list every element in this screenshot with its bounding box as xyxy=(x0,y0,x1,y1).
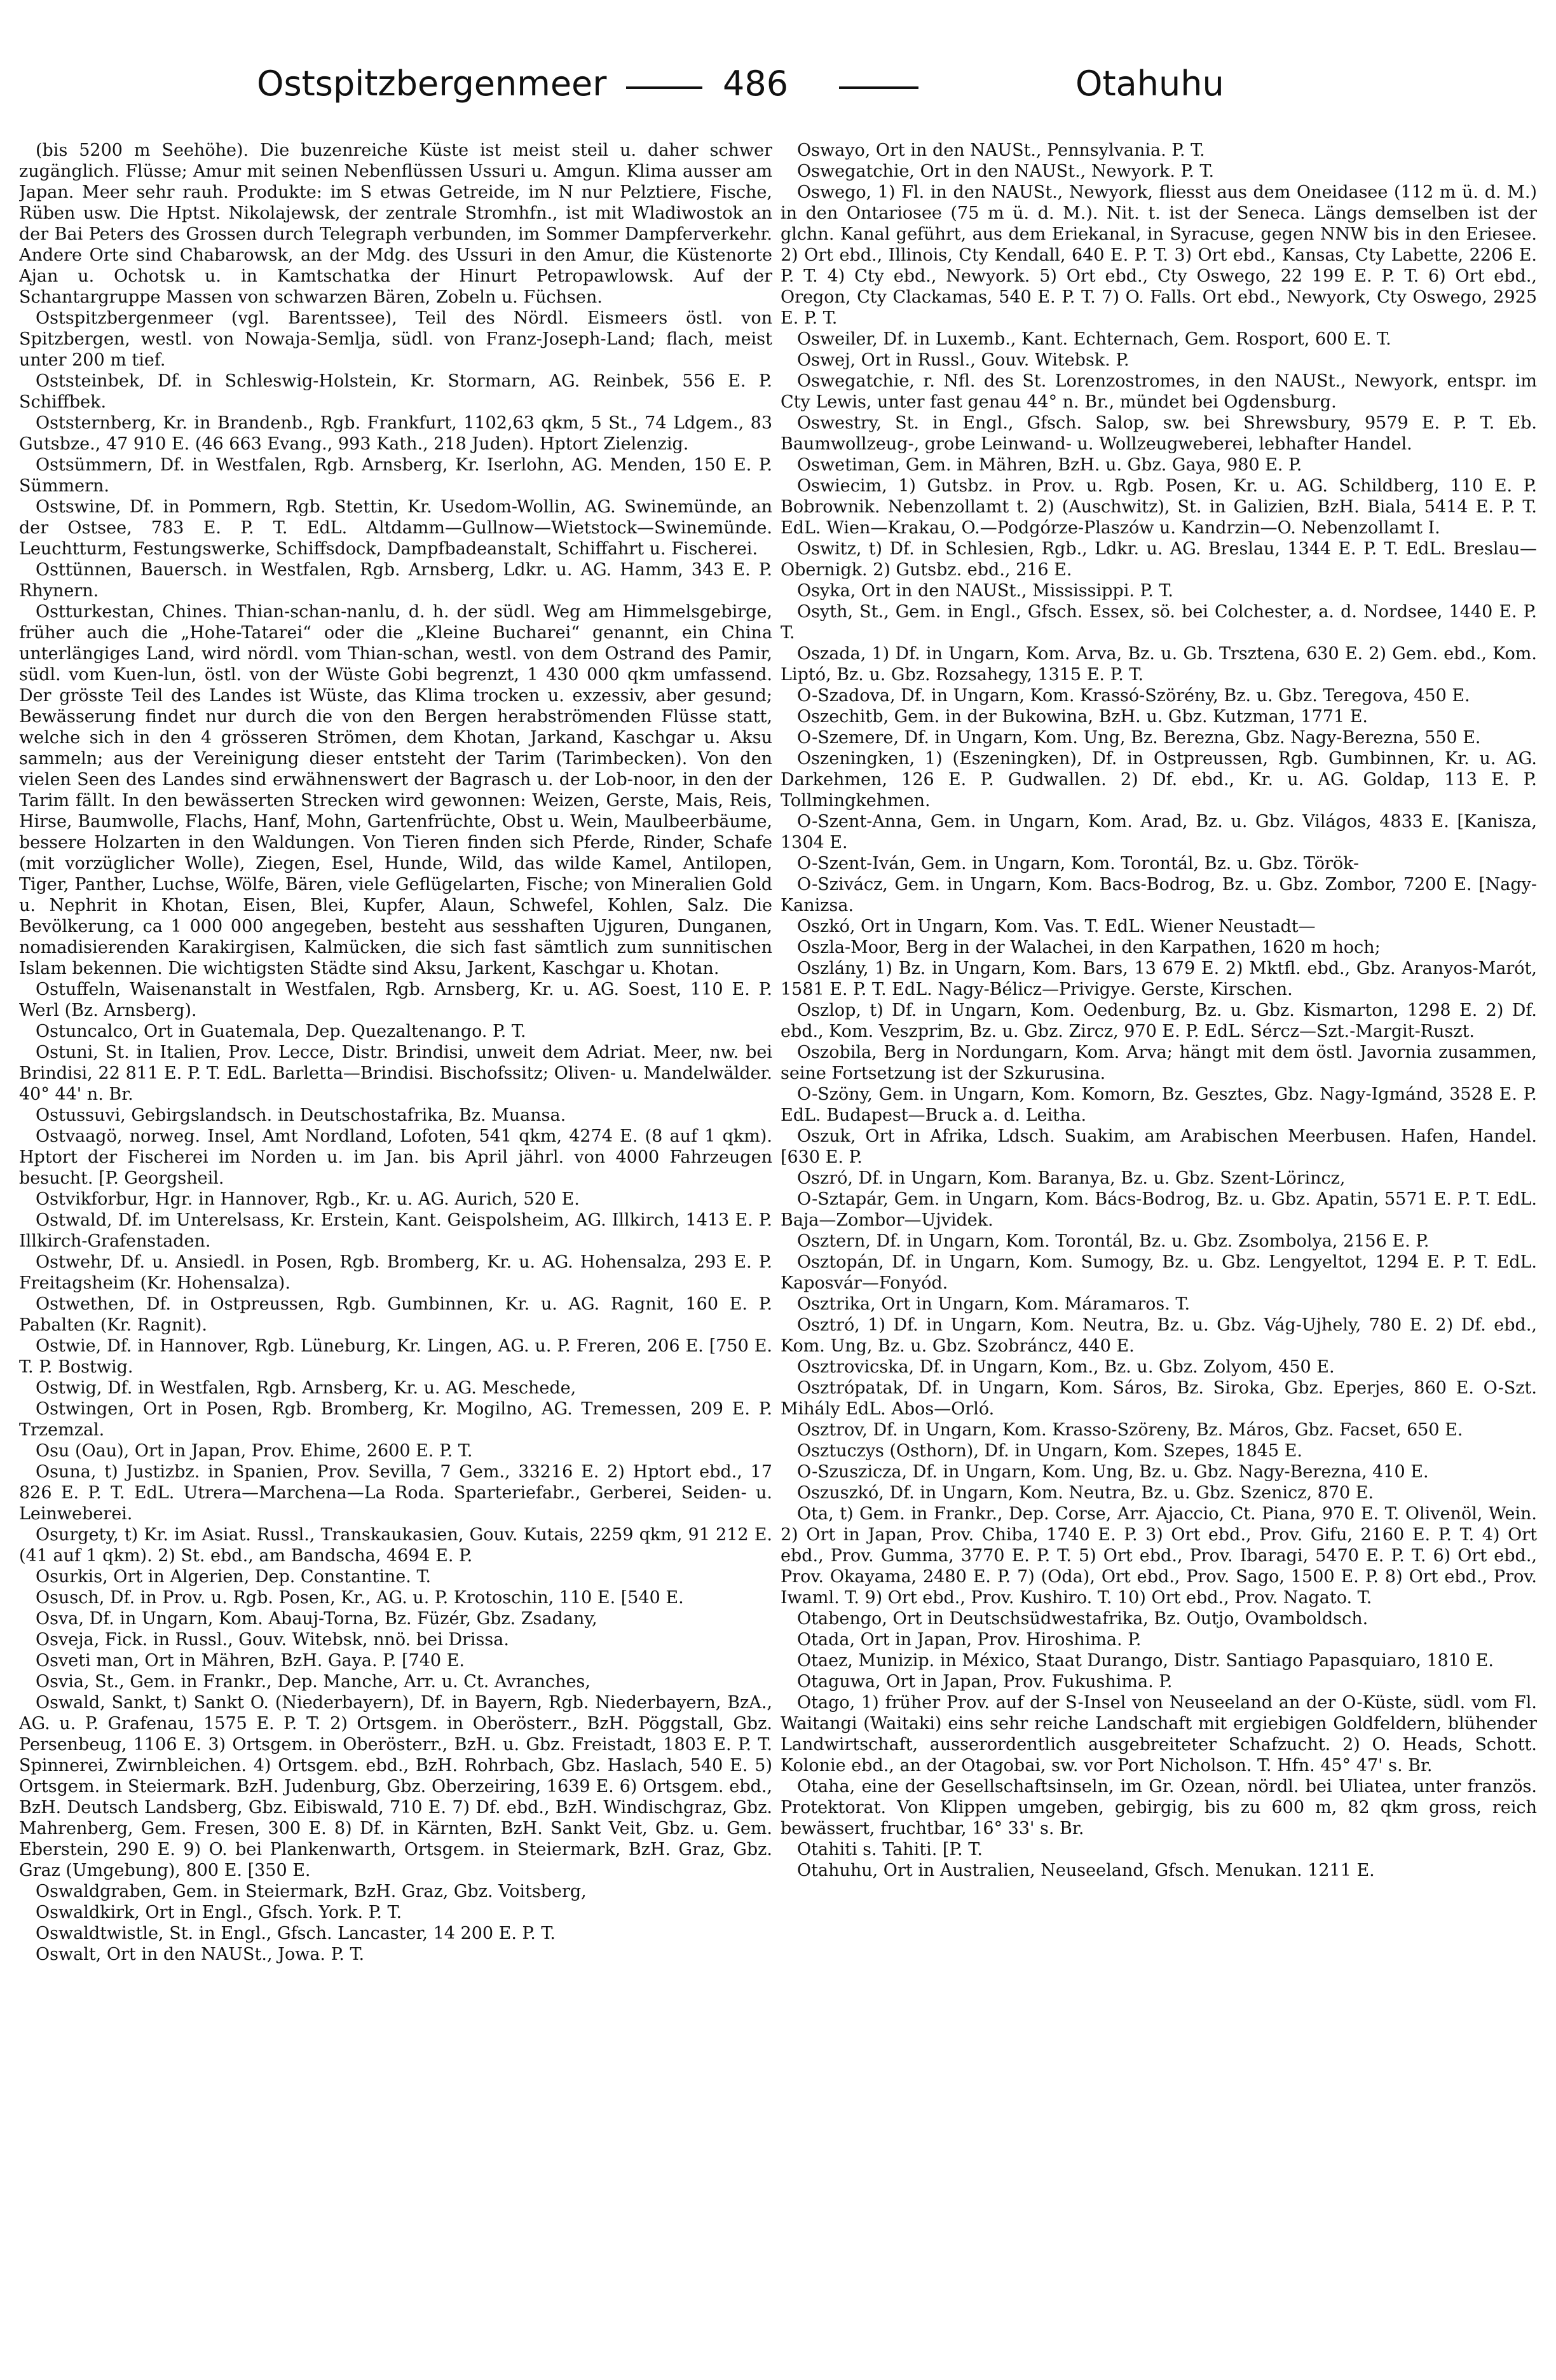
dictionary-entry: Oszlop, t) Df. in Ungarn, Kom. Oedenburg, Bz. u. Gbz. Kismarton, 1298 E. 2) Df. ebd., Kom. Veszprim, Bz. u. Gbz. Zircz, 970 E. P. EdL. Sércz—Szt.-Margit-Ruszt. xyxy=(781,1001,1537,1041)
dictionary-entry: Osveti man, Ort in Mähren, BzH. Gaya. P. [740 E. xyxy=(36,1651,465,1671)
dictionary-entry: Oswald, Sankt, t) Sankt O. (Niederbayern), Df. in Bayern, Rgb. Niederbayern, BzA., AG. u. P. Grafenau, 1575 E. P. T. 2) Ortsgem. in Oberösterr., BzH. Pöggstall, Gbz. Persenbeug, 1106 E. 3) Ortsgem. in Oberösterr., BzH. u. Gbz. Freistadt, 1803 E. P. T. Spinnerei, Zwirnbleichen. 4) Ortsgem. ebd., BzH. Rohrbach, Gbz. Haslach, 540 E. 5) Ortsgem. in Steiermark. BzH. Judenburg, Gbz. Oberzeiring, 1639 E. 6) Ortsgem. ebd., BzH. Deutsch Landsberg, Gbz. Eibiswald, 710 E. 7) Df. ebd., BzH. Windischgraz, Gbz. Mahrenberg, Gem. Fresen, 300 E. 8) Df. in Kärnten, BzH. Sankt Veit, Gbz. u. Gem. Eberstein, 290 E. 9) O. bei Plankenwarth, Ortsgem. in Steiermark, BzH. Graz, Gbz. Graz (Umgebung), 800 E. [350 E. xyxy=(19,1693,772,1880)
dictionary-entry: Otabengo, Ort in Deutschsüdwestafrika, Bz. Outjo, Ovamboldsch. xyxy=(797,1609,1368,1629)
dictionary-entry: Otago, 1) früher Prov. auf der S-Insel von Neuseeland an der O-Küste, südl. vom Fl. Waitangi (Waitaki) eins sehr reiche Landschaft mit ergiebigen Goldfeldern, blühender Landwirtschaft, ausserordentlich ausgebreiteter Schafzucht. 2) O. Heads, Schott. Kolonie ebd., an der Otagobai, sw. vor Port Nicholson. T. Hfn. 45° 47' s. Br. xyxy=(781,1693,1537,1775)
dictionary-entry: Osvia, St., Gem. in Frankr., Dep. Manche, Arr. u. Ct. Avranches, xyxy=(36,1672,590,1692)
dictionary-entry: Ostwald, Df. im Unterelsass, Kr. Erstein, Kant. Geispolsheim, AG. Illkirch, 1413 E. P. Illkirch-Grafenstaden. xyxy=(19,1210,772,1251)
dictionary-entry: Ostsümmern, Df. in Westfalen, Rgb. Arnsberg, Kr. Iserlohn, AG. Menden, 150 E. P. Sümmern. xyxy=(19,455,772,496)
left-running-title: Ostspitzbergenmeer xyxy=(257,64,607,104)
dictionary-entry: Oswaldtwistle, St. in Engl., Gfsch. Lancaster, 14 200 E. P. T. xyxy=(36,1924,556,1943)
dictionary-entry: Oswej, Ort in Russl., Gouv. Witebsk. P. xyxy=(797,350,1129,370)
dictionary-entry: Otaez, Munizip. in México, Staat Durango, Distr. Santiago Papasquiaro, 1810 E. xyxy=(797,1651,1494,1671)
dictionary-entry: Oszlány, 1) Bz. in Ungarn, Kom. Bars, 13 679 E. 2) Mktfl. ebd., Gbz. Aranyos-Marót, 1581 E. P. T. EdL. Nagy-Bélicz—Privigye. Gerste, Kirschen. xyxy=(781,959,1537,999)
dictionary-entry: Oszobila, Berg in Nordungarn, Kom. Arva; hängt mit dem östl. Javornia zusammen, seine Fortsetzung ist der Szkurusina. xyxy=(781,1043,1537,1083)
dictionary-entry: O-Szent-Anna, Gem. in Ungarn, Kom. Arad, Bz. u. Gbz. Világos, 4833 E. [Kanisza, 1304 E. xyxy=(781,812,1537,852)
dictionary-entry: Ostwingen, Ort in Posen, Rgb. Bromberg, Kr. Mogilno, AG. Tremessen, 209 E. P. Trzemzal. xyxy=(19,1399,772,1440)
dictionary-entry: Osztrovicska, Df. in Ungarn, Kom., Bz. u. Gbz. Zolyom, 450 E. xyxy=(797,1357,1335,1377)
dictionary-entry: Ostuffeln, Waisenanstalt in Westfalen, Rgb. Arnsberg, Kr. u. AG. Soest, 110 E. P. Werl (Bz. Arnsberg). xyxy=(19,980,772,1020)
dictionary-entry: Oswego, 1) Fl. in den NAUSt., Newyork, fliesst aus dem Oneidasee (112 m ü. d. M.) in den Ontariosee (75 m ü. d. M.). Nit. t. ist der Seneca. Längs demselben ist der glchn. Kanal geführt, aus dem Eriekanal, in Syracuse, gegen NNW bis in den Eriesee. 2) Ort ebd., Illinois, Cty Kendall, 640 E. P. T. 3) Ort ebd., Kansas, Cty Labette, 2206 E. P. T. 4) Cty ebd., Newyork. 5) Ort ebd., Cty Oswego, 22 199 E. P. T. 6) Ort ebd., Oregon, Cty Clackamas, 540 E. P. T. 7) O. Falls. Ort ebd., Newyork, Cty Oswego, 2925 E. P. T. xyxy=(781,182,1537,328)
dictionary-entry: Osusch, Df. in Prov. u. Rgb. Posen, Kr., AG. u. P. Krotoschin, 110 E. [540 E. xyxy=(36,1588,684,1608)
dictionary-entry: Oswegatchie, Ort in den NAUSt., Newyork. P. T. xyxy=(797,161,1215,181)
dictionary-entry: Ostvikforbur, Hgr. in Hannover, Rgb., Kr. u. AG. Aurich, 520 E. xyxy=(36,1189,580,1209)
dictionary-entry: Osweiler, Df. in Luxemb., Kant. Echternach, Gem. Rosport, 600 E. T. xyxy=(797,329,1391,349)
dictionary-entry: Oszuszkó, Df. in Ungarn, Kom. Neutra, Bz. u. Gbz. Szenicz, 870 E. xyxy=(797,1483,1374,1503)
dictionary-entry: Oswetiman, Gem. in Mähren, BzH. u. Gbz. Gaya, 980 E. P. xyxy=(797,455,1302,475)
dictionary-entry: Ostspitzbergenmeer (vgl. Barentssee), Teil des Nördl. Eismeers östl. von Spitzbergen, westl. von Nowaja-Semlja, südl. von Franz-Joseph-Land; flach, meist unter 200 m tief. xyxy=(19,308,772,370)
dictionary-entry: O-Szuszicza, Df. in Ungarn, Kom. Ung, Bz. u. Gbz. Nagy-Berezna, 410 E. xyxy=(797,1462,1429,1482)
dictionary-entry: Oszuk, Ort in Afrika, Ldsch. Suakim, am Arabischen Meerbusen. Hafen, Handel. [630 E. P. xyxy=(781,1126,1537,1167)
dictionary-entry: Ostvaagö, norweg. Insel, Amt Nordland, Lofoten, 541 qkm, 4274 E. (8 auf 1 qkm). Hptort der Fischerei im Norden u. im Jan. bis April jährl. von 4000 Fahrzeugen besucht. [P. Georgsheil. xyxy=(19,1126,772,1188)
dictionary-entry: Oswaldkirk, Ort in Engl., Gfsch. York. P. T. xyxy=(36,1903,402,1922)
dictionary-entry: Oszechitb, Gem. in der Bukowina, BzH. u. Gbz. Kutzman, 1771 E. xyxy=(797,707,1368,727)
dictionary-entry: Otahiti s. Tahiti. [P. T. xyxy=(797,1840,983,1859)
dictionary-entry: Otaha, eine der Gesellschaftsinseln, im Gr. Ozean, nördl. bei Uliatea, unter französ. Protektorat. Von Klippen umgeben, gebirgig, bis zu 600 m, 82 qkm gross, reich bewässert, fruchtbar, 16° 33' s. Br. xyxy=(781,1777,1537,1838)
right-running-title: Otahuhu xyxy=(1075,64,1224,104)
dictionary-entry: Osztró, 1) Df. in Ungarn, Kom. Neutra, Bz. u. Gbz. Vág-Ujhely, 780 E. 2) Df. ebd., Kom. Ung, Bz. u. Gbz. Szobráncz, 440 E. xyxy=(781,1315,1537,1356)
dictionary-entry: Oszada, 1) Df. in Ungarn, Kom. Arva, Bz. u. Gb. Trsztena, 630 E. 2) Gem. ebd., Kom. Liptó, Bz. u. Gbz. Rozsahegy, 1315 E. P. T. xyxy=(781,644,1537,685)
header-rule-left xyxy=(626,86,702,89)
dictionary-entry: Ostuni, St. in Italien, Prov. Lecce, Distr. Brindisi, unweit dem Adriat. Meer, nw. bei Brindisi, 22 811 E. P. T. EdL. Barletta—Brindisi. Bischofssitz; Oliven- u. Mandelwälder. 40° 44' n. Br. xyxy=(19,1043,772,1104)
dictionary-entry: Ostturkestan, Chines. Thian-schan-nanlu, d. h. der südl. Weg am Himmelsgebirge, früher auch die „Hohe-Tatarei“ oder die „Kleine Bucharei“ genannt, ein China unterlängiges Land, wird nördl. vom Thian-schan, westl. von dem Ostrand des Pamir, südl. vom Kuen-lun, östl. von der Wüste Gobi begrenzt, 1 430 000 qkm umfassend. Der grösste Teil des Landes ist Wüste, das Klima trocken u. exzessiv, aber gesund; Bewässerung findet nur durch die von den Bergen herabströmenden Flüsse statt, welche sich in den 4 grösseren Strömen, dem Khotan, Jarkand, Kaschgar u. Aksu sammeln; aus der Vereinigung dieser entsteht der Tarim (Tarimbecken). Von den vielen Seen des Landes sind erwähnenswert der Bagrasch u. der Lob-noor, in den der Tarim fällt. In den bewässerten Strecken wird gewonnen: Weizen, Gerste, Mais, Reis, Hirse, Baumwolle, Flachs, Hanf, Mohn, Gartenfrüchte, Obst u. Wein, Maulbeerbäume, bessere Holzarten in den Waldungen. Von Tieren finden sich Pferde, Rinder, Schafe (mit vorzüglicher Wolle), Ziegen, Esel, Hunde, Wild, das wilde Kamel, Antilopen, Tiger, Panther, Luchse, Wölfe, Bären, viele Geflügelarten, Fische; von Mineralien Gold u. Nephrit in Khotan, Eisen, Blei, Kupfer, Alaun, Schwefel, Kohlen, Salz. Die Bevölkerung, ca 1 000 000 angegeben, besteht aus sesshaften Ujguren, Dunganen, nomadisierenden Karakirgisen, Kalmücken, die sich fast sämtlich zum sunnitischen Islam bekennen. Die wichtigsten Städte sind Aksu, Jarkent, Kaschgar u. Khotan. xyxy=(19,602,772,978)
dictionary-entry: Ostwethen, Df. in Ostpreussen, Rgb. Gumbinnen, Kr. u. AG. Ragnit, 160 E. P. Pabalten (Kr. Ragnit). xyxy=(19,1294,772,1335)
dictionary-entry: Ota, t) Gem. in Frankr., Dep. Corse, Arr. Ajaccio, Ct. Piana, 970 E. T. Olivenöl, Wein. 2) Ort in Japan, Prov. Chiba, 1740 E. P. 3) Ort ebd., Prov. Gifu, 2160 E. P. T. 4) Ort ebd., Prov. Gumma, 3770 E. P. T. 5) Ort ebd., Prov. Ibaragi, 5470 E. P. T. 6) Ort ebd., Prov. Okayama, 2480 E. P. 7) (Oda), Ort ebd., Prov. Sago, 1500 E. P. 8) Ort ebd., Prov. Iwaml. T. 9) Ort ebd., Prov. Kushiro. T. 10) Ort ebd., Prov. Nagato. T. xyxy=(781,1504,1537,1608)
dictionary-entry: Ostussuvi, Gebirgslandsch. in Deutschostafrika, Bz. Muansa. xyxy=(36,1105,566,1125)
dictionary-entry: Oswalt, Ort in den NAUSt., Jowa. P. T. xyxy=(36,1945,365,1964)
dictionary-entry: Osuna, t) Justizbz. in Spanien, Prov. Sevilla, 7 Gem., 33216 E. 2) Hptort ebd., 17 826 E. P. T. EdL. Utrera—Marchena—La Roda. Sparteriefabr., Gerberei, Seiden- u. Leinweberei. xyxy=(19,1462,772,1524)
header-rule-right xyxy=(839,86,918,89)
dictionary-entry: Oswayo, Ort in den NAUSt., Pennsylvania. P. T. xyxy=(797,140,1205,160)
dictionary-entry: O-Sztapár, Gem. in Ungarn, Kom. Bács-Bodrog, Bz. u. Gbz. Apatin, 5571 E. P. T. EdL. Baja—Zombor—Ujvidek. xyxy=(781,1189,1537,1230)
dictionary-entry: Ostuncalco, Ort in Guatemala, Dep. Quezaltenango. P. T. xyxy=(36,1022,526,1041)
dictionary-entry: Osttünnen, Bauersch. in Westfalen, Rgb. Arnsberg, Ldkr. u. AG. Hamm, 343 E. P. Rhynern. xyxy=(19,560,772,601)
dictionary-entry: Otada, Ort in Japan, Prov. Hiroshima. P. xyxy=(797,1630,1142,1650)
dictionary-entry: O-Szent-Iván, Gem. in Ungarn, Kom. Torontál, Bz. u. Gbz. Török- xyxy=(797,854,1360,873)
dictionary-entry: Oswestry, St. in Engl., Gfsch. Salop, sw. bei Shrewsbury, 9579 E. P. T. Eb. Baumwollzeug-, grobe Leinwand- u. Wollzeugweberei, lebhafter Handel. xyxy=(781,413,1537,454)
dictionary-entry: (bis 5200 m Seehöhe). Die buzenreiche Küste ist meist steil u. daher schwer zugänglich. Flüsse; Amur mit seinen Nebenflüssen Ussuri u. Amgun. Klima ausser am Japan. Meer sehr rauh. Produkte: im S etwas Getreide, im N nur Pelztiere, Fische, Rüben usw. Die Hptst. Nikolajewsk, der zentrale Stromhfn., ist mit Wladiwostok an der Bai Peters des Grossen durch Telegraph verbunden, im Sommer Dampferverkehr. Andere Orte sind Chabarowsk, an der Mdg. des Ussuri in den Amur, die Küstenorte Ajan u. Ochotsk u. in Kamtschatka der Hinurt Petropawlowsk. Auf der Schantargruppe Massen von schwarzen Bären, Zobeln u. Füchsen. xyxy=(19,140,772,307)
dictionary-entry: Oswitz, t) Df. in Schlesien, Rgb., Ldkr. u. AG. Breslau, 1344 E. P. T. EdL. Breslau—Obernigk. 2) Gutsbz. ebd., 216 E. xyxy=(781,539,1537,580)
dictionary-entry: Ostwehr, Df. u. Ansiedl. in Posen, Rgb. Bromberg, Kr. u. AG. Hohensalza, 293 E. P. Freitagsheim (Kr. Hohensalza). xyxy=(19,1252,772,1293)
dictionary-entry: Oszkó, Ort in Ungarn, Kom. Vas. T. EdL. Wiener Neustadt— xyxy=(797,917,1316,936)
dictionary-entry: O-Szivácz, Gem. in Ungarn, Kom. Bacs-Bodrog, Bz. u. Gbz. Zombor, 7200 E. [Nagy-Kanizsa. xyxy=(781,875,1537,915)
dictionary-entry: Osu (Oau), Ort in Japan, Prov. Ehime, 2600 E. P. T. xyxy=(36,1441,473,1461)
dictionary-entry: Osyka, Ort in den NAUSt., Mississippi. P. T. xyxy=(797,581,1173,601)
dictionary-entry: Oswegatchie, r. Nfl. des St. Lorenzostromes, in den NAUSt., Newyork, entspr. im Cty Lewis, unter fast genau 44° n. Br., mündet bei Ogdensburg. xyxy=(781,371,1537,412)
dictionary-entry: Ostswine, Df. in Pommern, Rgb. Stettin, Kr. Usedom-Wollin, AG. Swinemünde, an der Ostsee, 783 E. P. T. EdL. Altdamm—Gullnow—Wietstock—Swinemünde. Leuchtturm, Festungswerke, Schiffsdock, Dampfbadeanstalt, Schiffahrt u. Fischerei. xyxy=(19,497,772,559)
dictionary-entry: Osva, Df. in Ungarn, Kom. Abauj-Torna, Bz. Füzér, Gbz. Zsadany, xyxy=(36,1609,597,1629)
page-header xyxy=(0,0,1556,159)
dictionary-entry: Osurkis, Ort in Algerien, Dep. Constantine. T. xyxy=(36,1567,432,1587)
right-column xyxy=(781,140,1537,2365)
page-number: 486 xyxy=(723,64,789,104)
dictionary-entry: Oszeningken, 1) (Eszeningken), Df. in Ostpreussen, Rgb. Gumbinnen, Kr. u. AG. Darkehmen, 126 E. P. Gudwallen. 2) Df. ebd., Kr. u. AG. Goldap, 113 E. P. Tollmingkehmen. xyxy=(781,749,1537,810)
dictionary-entry: O-Szadova, Df. in Ungarn, Kom. Krassó-Szörény, Bz. u. Gbz. Teregova, 450 E. xyxy=(797,686,1470,706)
dictionary-entry: Osztern, Df. in Ungarn, Kom. Torontál, Bz. u. Gbz. Zsombolya, 2156 E. P. xyxy=(797,1231,1430,1251)
dictionary-entry: Osveja, Fick. in Russl., Gouv. Witebsk, nnö. bei Drissa. xyxy=(36,1630,509,1650)
dictionary-entry: Oszró, Df. in Ungarn, Kom. Baranya, Bz. u. Gbz. Szent-Lörincz, xyxy=(797,1168,1346,1188)
dictionary-entry: Osyth, St., Gem. in Engl., Gfsch. Essex, sö. bei Colchester, a. d. Nordsee, 1440 E. P. T. xyxy=(781,602,1537,643)
dictionary-entry: Ostwie, Df. in Hannover, Rgb. Lüneburg, Kr. Lingen, AG. u. P. Freren, 206 E. [750 E. T. P. Bostwig. xyxy=(19,1336,772,1377)
dictionary-entry: Ostwig, Df. in Westfalen, Rgb. Arnsberg, Kr. u. AG. Meschede, xyxy=(36,1378,577,1398)
left-column xyxy=(19,140,772,2365)
dictionary-entry: Otahuhu, Ort in Australien, Neuseeland, Gfsch. Menukan. 1211 E. xyxy=(797,1861,1375,1880)
dictionary-entry: Osztopán, Df. in Ungarn, Kom. Sumogy, Bz. u. Gbz. Lengyeltot, 1294 E. P. T. EdL. Kaposvár—Fonyód. xyxy=(781,1252,1537,1293)
dictionary-entry: Osztrov, Df. in Ungarn, Kom. Krasso-Szöreny, Bz. Máros, Gbz. Facset, 650 E. xyxy=(797,1420,1463,1440)
dictionary-entry: Oststernberg, Kr. in Brandenb., Rgb. Frankfurt, 1102,63 qkm, 5 St., 74 Ldgem., 83 Gutsbze., 47 910 E. (46 663 Evang., 993 Kath., 218 Juden). Hptort Zielenzig. xyxy=(19,413,772,454)
dictionary-entry: Oszla-Moor, Berg in der Walachei, in den Karpathen, 1620 m hoch; xyxy=(797,938,1381,957)
dictionary-entry: Oswiecim, 1) Gutsbz. in Prov. u. Rgb. Posen, Kr. u. AG. Schildberg, 110 E. P. Bobrownik. Nebenzollamt t. 2) (Auschwitz), St. in Galizien, BzH. Biala, 5414 E. P. T. EdL. Wien—Krakau, O.—Podgórze-Plaszów u. Kandrzin—O. Nebenzollamt I. xyxy=(781,476,1537,538)
dictionary-entry: O-Szöny, Gem. in Ungarn, Kom. Komorn, Bz. Gesztes, Gbz. Nagy-Igmánd, 3528 E. P. EdL. Budapest—Bruck a. d. Leitha. xyxy=(781,1084,1537,1125)
dictionary-entry: Osztrika, Ort in Ungarn, Kom. Máramaros. T. xyxy=(797,1294,1191,1314)
dictionary-entry: Otaguwa, Ort in Japan, Prov. Fukushima. P. xyxy=(797,1672,1173,1692)
dictionary-entry: Osurgety, t) Kr. im Asiat. Russl., Transkaukasien, Gouv. Kutais, 2259 qkm, 91 212 E. (41 auf 1 qkm). 2) St. ebd., am Bandscha, 4694 E. P. xyxy=(19,1525,772,1566)
dictionary-entry: Osztuczys (Osthorn), Df. in Ungarn, Kom. Szepes, 1845 E. xyxy=(797,1441,1302,1461)
dictionary-entry: O-Szemere, Df. in Ungarn, Kom. Ung, Bz. Berezna, Gbz. Nagy-Berezna, 550 E. xyxy=(797,728,1481,748)
dictionary-entry: Oststeinbek, Df. in Schleswig-Holstein, Kr. Stormarn, AG. Reinbek, 556 E. P. Schiffbek. xyxy=(19,371,772,412)
dictionary-entry: Oswaldgraben, Gem. in Steiermark, BzH. Graz, Gbz. Voitsberg, xyxy=(36,1882,587,1901)
dictionary-entry: Osztrópatak, Df. in Ungarn, Kom. Sáros, Bz. Siroka, Gbz. Eperjes, 860 E. O-Szt. Mihály EdL. Abos—Orló. xyxy=(781,1378,1537,1419)
